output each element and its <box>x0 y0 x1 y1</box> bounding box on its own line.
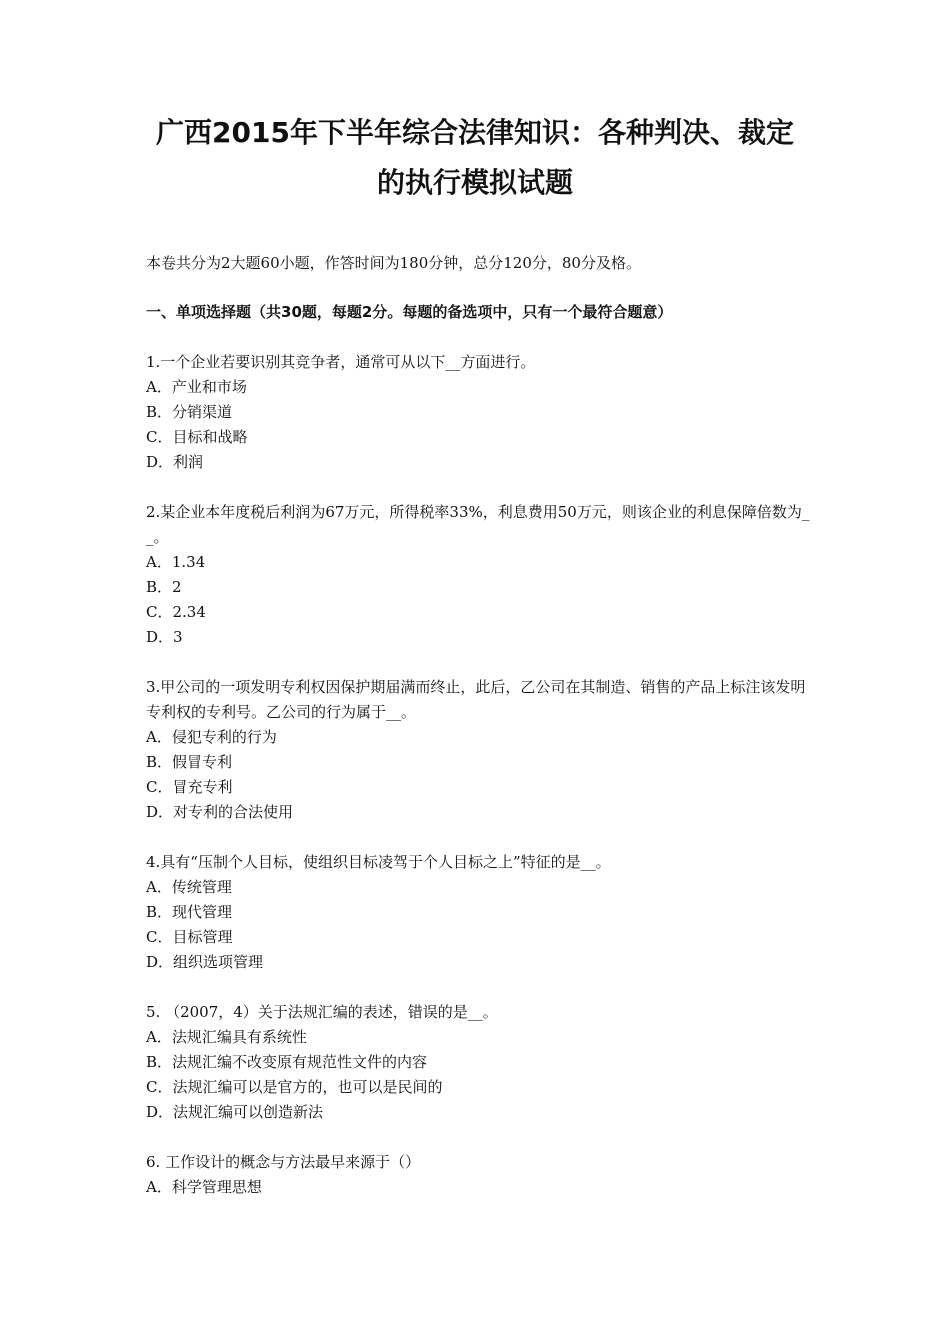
question-4 <box>146 850 816 975</box>
question-2 <box>146 500 816 650</box>
exam-intro: 本卷共分为2大题60小题，作答时间为180分钟，总分120分，80分及格。 <box>146 254 641 272</box>
option-c: C．冒充专利 <box>146 778 233 796</box>
option-b: B．法规汇编不改变原有规范性文件的内容 <box>146 1053 428 1071</box>
option-a: A．科学管理思想 <box>146 1178 262 1196</box>
option-a: A．传统管理 <box>146 878 232 896</box>
option-a: A．法规汇编具有系统性 <box>146 1028 307 1046</box>
option-c: C．目标和战略 <box>146 428 248 446</box>
option-b: B．现代管理 <box>146 903 233 921</box>
option-c: C．2.34 <box>146 603 206 621</box>
option-a: A．产业和市场 <box>146 378 247 396</box>
question-5 <box>146 1000 816 1125</box>
question-stem: 3.甲公司的一项发明专利权因保护期届满而终止，此后，乙公司在其制造、销售的产品上标注该发明专利权的专利号。乙公司的行为属于__。 <box>146 678 806 721</box>
option-d: D．组织选项管理 <box>146 953 264 971</box>
option-d: D．法规汇编可以创造新法 <box>146 1103 324 1121</box>
question-3 <box>146 675 816 825</box>
question-stem: 1.一个企业若要识别其竞争者，通常可从以下__方面进行。 <box>146 353 536 371</box>
option-b: B．假冒专利 <box>146 753 233 771</box>
option-b: B．2 <box>146 578 182 596</box>
question-list <box>146 350 816 1225</box>
title-line-2: 的执行模拟试题 <box>376 166 573 199</box>
option-c: C．目标管理 <box>146 928 233 946</box>
document-title <box>110 108 840 208</box>
question-stem: 4.具有“压制个人目标，使组织目标凌驾于个人目标之上”特征的是__。 <box>146 853 611 871</box>
option-b: B．分销渠道 <box>146 403 233 421</box>
option-d: D．利润 <box>146 453 204 471</box>
question-stem: 2.某企业本年度税后利润为67万元，所得税率33%，利息费用50万元，则该企业的利息保障倍数为__。 <box>146 503 810 546</box>
option-a: A．侵犯专利的行为 <box>146 728 277 746</box>
option-c: C．法规汇编可以是官方的，也可以是民间的 <box>146 1078 443 1096</box>
option-d: D．对专利的合法使用 <box>146 803 294 821</box>
option-a: A．1.34 <box>146 553 206 571</box>
question-stem: 5. （2007，4）关于法规汇编的表述，错误的是__。 <box>146 1003 498 1021</box>
option-d: D．3 <box>146 628 183 646</box>
question-stem: 6. 工作设计的概念与方法最早来源于（） <box>146 1153 421 1171</box>
question-1 <box>146 350 816 475</box>
section-heading: 一、单项选择题（共30题，每题2分。每题的备选项中，只有一个最符合题意） <box>146 303 673 321</box>
title-line-1: 广西2015年下半年综合法律知识：各种判决、裁定 <box>156 116 794 149</box>
question-6 <box>146 1150 816 1200</box>
